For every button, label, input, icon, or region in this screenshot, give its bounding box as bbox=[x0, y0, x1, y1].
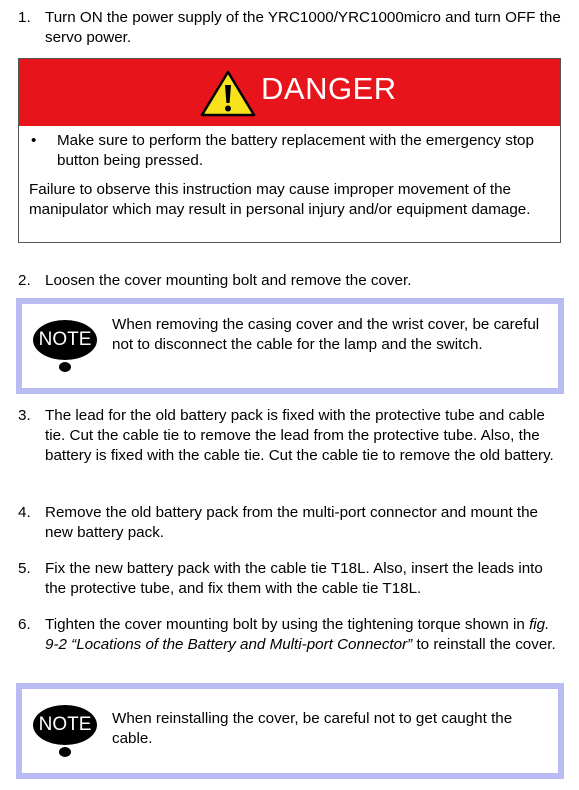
step-text: Fix the new battery pack with the cable tie T18L. Also, insert the leads into the protective tube, and fix them with the cable tie T18L. bbox=[45, 560, 543, 597]
note-box-2 bbox=[16, 683, 564, 779]
step-1 bbox=[18, 8, 563, 48]
step-text-part: Tighten the cover mounting bolt by using the tightening torque shown in bbox=[45, 616, 530, 633]
danger-title: DANGER bbox=[261, 71, 397, 106]
note-text: When reinstalling the cover, be careful not to get caught the cable. bbox=[112, 710, 513, 747]
step-3 bbox=[18, 406, 563, 466]
step-number: 3. bbox=[18, 407, 31, 424]
note-text: When removing the casing cover and the wrist cover, be careful not to disconnect the cable for the lamp and the switch. bbox=[112, 316, 540, 353]
figure-reference-link[interactable]: fig. 9-2 “Locations of the Battery and Multi-port Connector” bbox=[45, 616, 550, 653]
note-label: NOTE bbox=[38, 329, 92, 350]
step-text: Turn ON the power supply of the YRC1000/YRC1000micro and turn OFF the servo power. bbox=[45, 9, 561, 46]
step-text: The lead for the old battery pack is fixed with the protective tube and cable tie. Cut the cable tie to remove the lead from the protective tube. Also, the battery is fixed with the cable tie. Cut the cable tie to remove the old battery. bbox=[45, 407, 554, 464]
danger-bullet-text: Make sure to perform the battery replacement with the emergency stop button being pressed. bbox=[57, 132, 534, 169]
danger-paragraph: Failure to observe this instruction may cause improper movement of the manipulator which may result in personal injury and/or equipment damage. bbox=[29, 181, 531, 218]
danger-header bbox=[19, 59, 560, 126]
step-number: 1. bbox=[18, 9, 31, 26]
step-number: 6. bbox=[18, 616, 31, 633]
step-text: Loosen the cover mounting bolt and remove the cover. bbox=[45, 272, 412, 289]
warning-triangle-icon bbox=[200, 70, 256, 117]
step-text: Remove the old battery pack from the multi-port connector and mount the new battery pack. bbox=[45, 504, 539, 541]
step-text bbox=[45, 615, 563, 655]
step-2 bbox=[18, 271, 563, 291]
step-number: 5. bbox=[18, 560, 31, 577]
bullet-mark: • bbox=[31, 132, 37, 149]
step-number: 2. bbox=[18, 272, 31, 289]
note-label: NOTE bbox=[38, 714, 92, 735]
danger-bullet-item bbox=[29, 131, 549, 171]
step-6 bbox=[18, 615, 563, 655]
step-5 bbox=[18, 559, 563, 599]
danger-box bbox=[18, 58, 561, 243]
step-number: 4. bbox=[18, 504, 31, 521]
step-text-part: to reinstall the cover. bbox=[412, 636, 556, 653]
note-box-1 bbox=[16, 298, 564, 394]
step-4 bbox=[18, 503, 563, 543]
